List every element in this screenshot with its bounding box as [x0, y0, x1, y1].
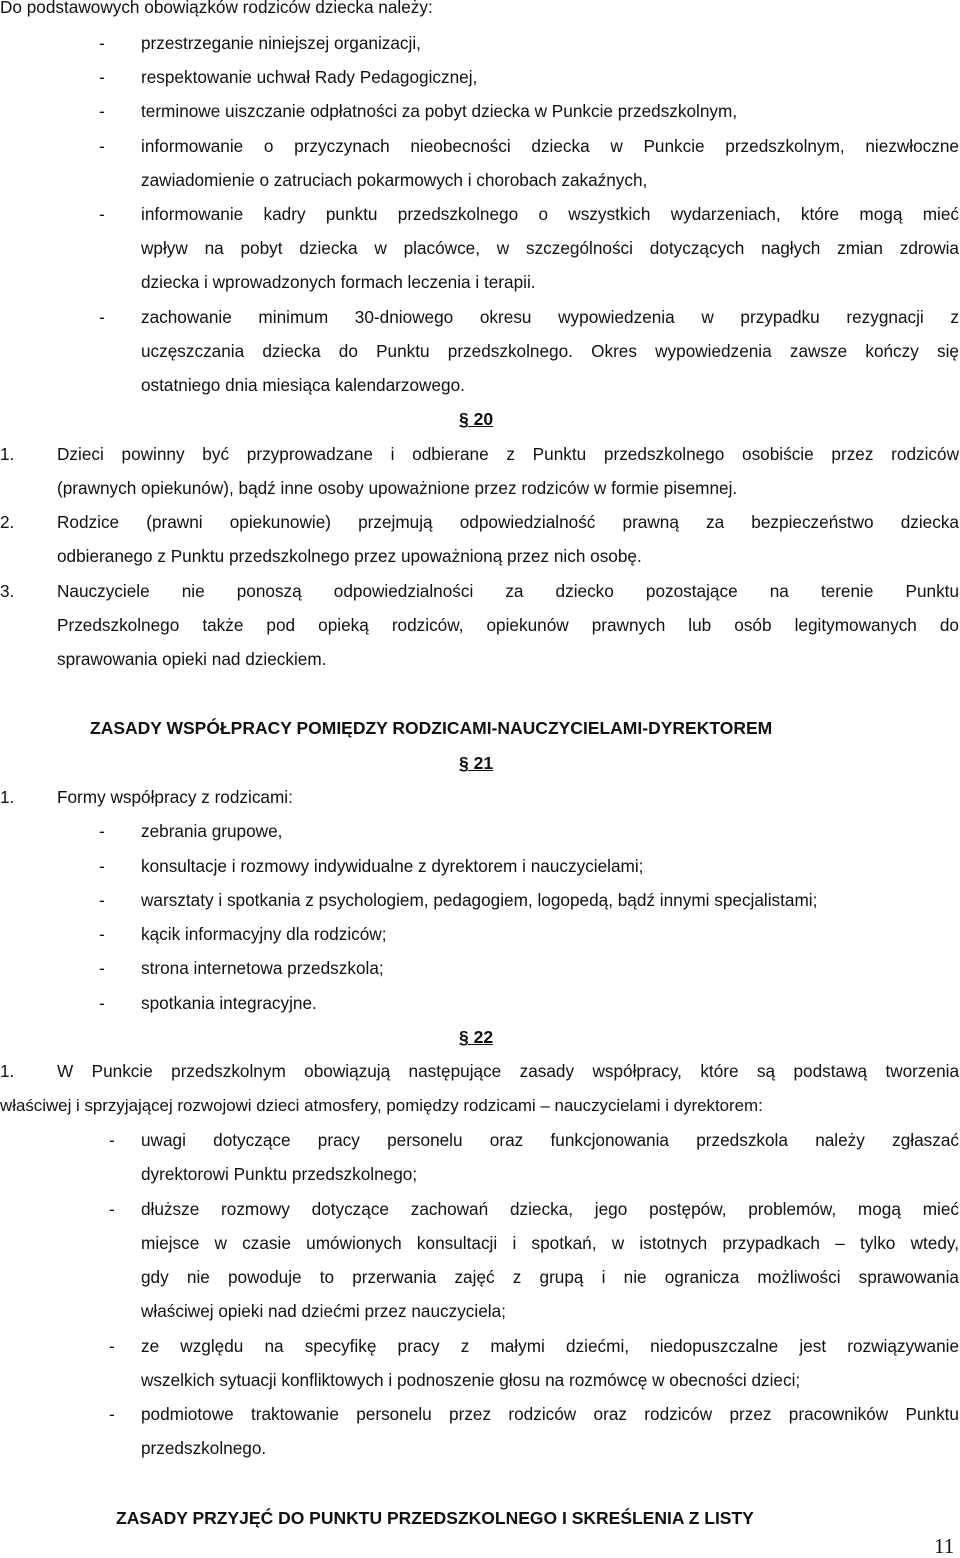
intro-text: Do podstawowych obowiązków rodziców dziecka należy:	[0, 0, 433, 17]
section-heading: ZASADY PRZYJĘĆ DO PUNKTU PRZEDSZKOLNEGO I SKREŚLENIA Z LISTY	[116, 1508, 754, 1528]
list-item-cont: dziecka i wprowadzonych formach leczenia i terapii.	[141, 272, 536, 292]
list-item-cont: wpływ na pobyt dziecka w placówce, w szczególności dotyczących nagłych zmian zdrowia	[141, 238, 959, 258]
list-item: zebrania grupowe,	[141, 821, 283, 841]
item-number: 3.	[0, 581, 15, 601]
numbered-item: Formy współpracy z rodzicami:	[57, 787, 293, 807]
list-dash: -	[99, 958, 105, 978]
list-dash: -	[99, 890, 105, 910]
numbered-item-cont: właściwej i sprzyjającej rozwojowi dzieci atmosfery, pomiędzy rodzicami – nauczycielami i dyrektorem:	[0, 1096, 763, 1115]
list-item: zachowanie minimum 30-dniowego okresu wypowiedzenia w przypadku rezygnacji z	[141, 307, 959, 327]
list-dash: -	[99, 136, 105, 156]
numbered-item-cont: odbieranego z Punktu przedszkolnego przez upoważnioną przez nich osobę.	[57, 546, 642, 566]
paragraph-symbol: § 21	[459, 753, 494, 773]
item-number: 1.	[0, 444, 15, 464]
numbered-item: Nauczyciele nie ponoszą odpowiedzialności za dziecko pozostające na terenie Punktu	[57, 581, 959, 601]
list-item-cont: gdy nie powoduje to przerwania zajęć z grupą i nie ogranicza możliwości sprawowania	[141, 1267, 959, 1287]
list-item: respektowanie uchwał Rady Pedagogicznej,	[141, 67, 478, 87]
list-item-cont: właściwej opieki nad dziećmi przez nauczyciela;	[141, 1301, 506, 1321]
numbered-item-cont: (prawnych opiekunów), bądź inne osoby upoważnione przez rodziców w formie pisemnej.	[57, 478, 738, 498]
numbered-item-cont: sprawowania opieki nad dzieckiem.	[57, 649, 327, 669]
page-number: 11	[934, 1534, 955, 1558]
list-item: informowanie kadry punktu przedszkolnego o wszystkich wydarzeniach, które mogą mieć	[141, 204, 959, 224]
list-item-cont: miejsce w czasie umówionych konsultacji i spotkań, w istotnych przypadkach – tylko wtedy,	[141, 1233, 959, 1253]
list-item: przestrzeganie niniejszej organizacji,	[141, 33, 421, 53]
list-item-cont: przedszkolnego.	[141, 1438, 267, 1458]
list-dash: -	[99, 307, 105, 327]
paragraph-symbol: § 20	[459, 409, 494, 429]
list-dash: -	[99, 33, 105, 53]
list-dash: -	[99, 101, 105, 121]
list-item-cont: wszelkich sytuacji konfliktowych i podnoszenie głosu na rozmówcę w obecności dzieci;	[141, 1370, 801, 1390]
list-item-cont: dyrektorowi Punktu przedszkolnego;	[141, 1164, 418, 1184]
list-item: warsztaty i spotkania z psychologiem, pedagogiem, logopedą, bądź innymi specjalistami;	[141, 890, 818, 910]
list-dash: -	[99, 856, 105, 876]
list-dash: -	[109, 1130, 115, 1150]
list-item: ze względu na specyfikę pracy z małymi dziećmi, niedopuszczalne jest rozwiązywanie	[141, 1336, 959, 1356]
item-number: 1.	[0, 1061, 15, 1081]
list-dash: -	[99, 67, 105, 87]
list-item: strona internetowa przedszkola;	[141, 958, 384, 978]
list-item: informowanie o przyczynach nieobecności dziecka w Punkcie przedszkolnym, niezwłoczne	[141, 136, 959, 156]
item-number: 2.	[0, 512, 15, 532]
list-item: dłuższe rozmowy dotyczące zachowań dziecka, jego postępów, problemów, mogą mieć	[141, 1199, 959, 1219]
section-heading: ZASADY WSPÓŁPRACY POMIĘDZY RODZICAMI-NAUCZYCIELAMI-DYREKTOREM	[90, 718, 773, 738]
list-item: uwagi dotyczące pracy personelu oraz funkcjonowania przedszkola należy zgłaszać	[141, 1130, 959, 1150]
paragraph-symbol: § 22	[459, 1027, 494, 1047]
list-item-cont: zawiadomienie o zatruciach pokarmowych i chorobach zakaźnych,	[141, 170, 648, 190]
list-item-cont: ostatniego dnia miesiąca kalendarzowego.	[141, 375, 465, 395]
list-item: podmiotowe traktowanie personelu przez rodziców oraz rodziców przez pracowników Punktu	[141, 1404, 959, 1424]
list-item: konsultacje i rozmowy indywidualne z dyrektorem i nauczycielami;	[141, 856, 644, 876]
list-item: terminowe uiszczanie odpłatności za pobyt dziecka w Punkcie przedszkolnym,	[141, 101, 738, 121]
numbered-item: Rodzice (prawni opiekunowie) przejmują odpowiedzialność prawną za bezpieczeństwo dziecka	[57, 512, 959, 532]
list-dash: -	[99, 204, 105, 224]
list-dash: -	[99, 993, 105, 1013]
list-dash: -	[109, 1199, 115, 1219]
list-item: kącik informacyjny dla rodziców;	[141, 924, 387, 944]
list-dash: -	[99, 821, 105, 841]
numbered-item: W Punkcie przedszkolnym obowiązują następujące zasady współpracy, które są podstawą tworzenia	[57, 1061, 959, 1081]
numbered-item-cont: Przedszkolnego także pod opieką rodziców, opiekunów prawnych lub osób legitymowanych do	[57, 615, 959, 635]
list-item: spotkania integracyjne.	[141, 993, 317, 1013]
numbered-item: Dzieci powinny być przyprowadzane i odbierane z Punktu przedszkolnego osobiście przez rodziców	[57, 444, 959, 464]
item-number: 1.	[0, 787, 15, 807]
list-dash: -	[99, 924, 105, 944]
list-item-cont: uczęszczania dziecka do Punktu przedszkolnego. Okres wypowiedzenia zawsze kończy się	[141, 341, 959, 361]
list-dash: -	[109, 1336, 115, 1356]
list-dash: -	[109, 1404, 115, 1424]
